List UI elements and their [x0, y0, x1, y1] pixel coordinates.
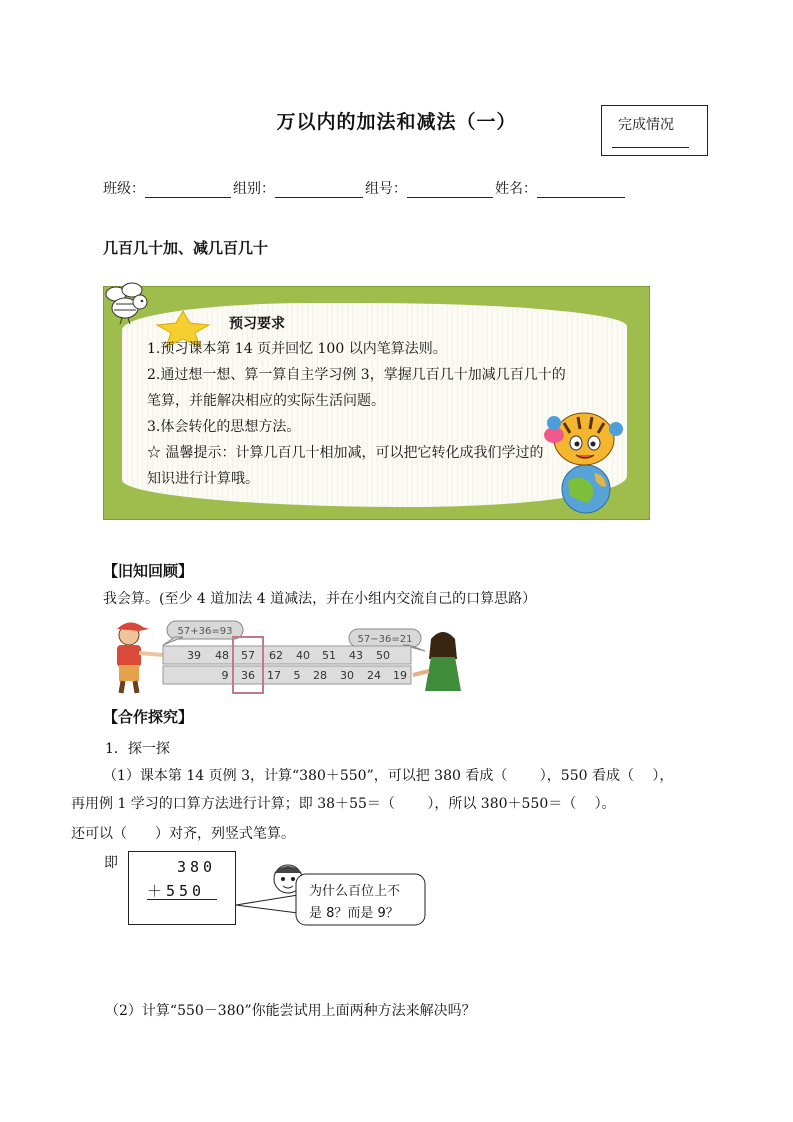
group-number-label: 组号： — [365, 181, 407, 197]
preview-line: 3.体会转化的思想方法。 — [147, 419, 301, 435]
completion-status-box — [601, 105, 708, 156]
page-title: 万以内的加法和减法（一） — [276, 111, 517, 133]
ji-label: 即 — [104, 855, 118, 871]
top-strip-number: 51 — [322, 649, 336, 662]
bottom-strip-number: 24 — [367, 669, 381, 682]
completion-status-label: 完成情况 — [618, 117, 674, 133]
question-1-line-2: 再用例 1 学习的口算方法进行计算；即 38＋55＝（ ），所以 380＋550＝（ ）。 — [71, 796, 616, 812]
bottom-strip-number: 28 — [313, 669, 327, 682]
bottom-strip-number: 19 — [393, 669, 407, 682]
class-field[interactable] — [145, 181, 231, 198]
question-1-line-1: （1）课本第 14 页例 3，计算“380＋550”，可以把 380 看成（ ），550 看成（ ）， — [103, 768, 674, 784]
top-strip-number: 50 — [376, 649, 390, 662]
top-strip-number: 40 — [296, 649, 310, 662]
bee-icon — [100, 280, 152, 326]
girl-speech-text: 57−36=21 — [357, 634, 413, 645]
bottom-strip-number: 36 — [241, 669, 255, 682]
top-strip-number: 62 — [269, 649, 283, 662]
preview-heading: 预习要求 — [229, 316, 285, 332]
explore-heading: 【合作探究】 — [103, 708, 194, 726]
name-label: 姓名： — [495, 181, 537, 197]
group-field[interactable] — [275, 181, 363, 198]
top-strip-number: 43 — [349, 649, 363, 662]
vertical-addition-box — [128, 851, 236, 925]
preview-line: ☆ 温馨提示：计算几百几十相加减，可以把它转化成我们学过的 — [147, 445, 544, 461]
top-strip-number: 48 — [215, 649, 229, 662]
preview-line: 笔算，并能解决相应的实际生活问题。 — [147, 393, 385, 409]
bottom-strip-number: 9 — [221, 669, 229, 682]
question-2: （2）计算“550－380”你能尝试用上面两种方法来解决吗？ — [105, 1003, 476, 1019]
boy-speech-text: 57+36=93 — [177, 626, 233, 637]
class-label: 班级： — [103, 181, 145, 197]
bottom-strip-number: 5 — [293, 669, 301, 682]
top-strip-number: 39 — [187, 649, 201, 662]
preview-line: 知识进行计算哦。 — [147, 471, 259, 487]
preview-line: 1.预习课本第 14 页并回忆 100 以内笔算法则。 — [147, 341, 447, 357]
name-field[interactable] — [537, 181, 625, 198]
group-label: 组别： — [233, 181, 275, 197]
group-number-field[interactable] — [407, 181, 493, 198]
addend-bottom: ＋550 — [147, 882, 206, 900]
student-info-row — [103, 178, 627, 198]
top-strip-number: 57 — [241, 649, 255, 662]
bubble-question — [309, 881, 400, 925]
preview-line: 2.通过想一想、算一算自主学习例 3，掌握几百几十加减几百几十的 — [147, 367, 566, 383]
bottom-strip-number: 17 — [267, 669, 281, 682]
bubble-line: 为什么百位上不 — [309, 884, 401, 899]
bubble-line: 是 8？而是 9？ — [309, 906, 399, 921]
addend-top: 380 — [177, 858, 217, 876]
explore-item-1: 1．探一探 — [105, 741, 170, 757]
review-instruction: 我会算。(至少 4 道加法 4 道减法，并在小组内交流自己的口算思路） — [103, 591, 537, 607]
review-heading: 【旧知回顾】 — [103, 562, 194, 580]
sum-line — [147, 899, 217, 900]
section-title: 几百几十加、减几百几十 — [103, 239, 269, 257]
bottom-strip-number: 30 — [340, 669, 354, 682]
tiger-on-globe-icon — [540, 403, 630, 515]
question-1-line-3: 还可以（ ）对齐，列竖式笔算。 — [71, 826, 295, 842]
completion-status-line — [612, 147, 689, 148]
kids-holding-number-strips-illustration — [103, 615, 483, 703]
